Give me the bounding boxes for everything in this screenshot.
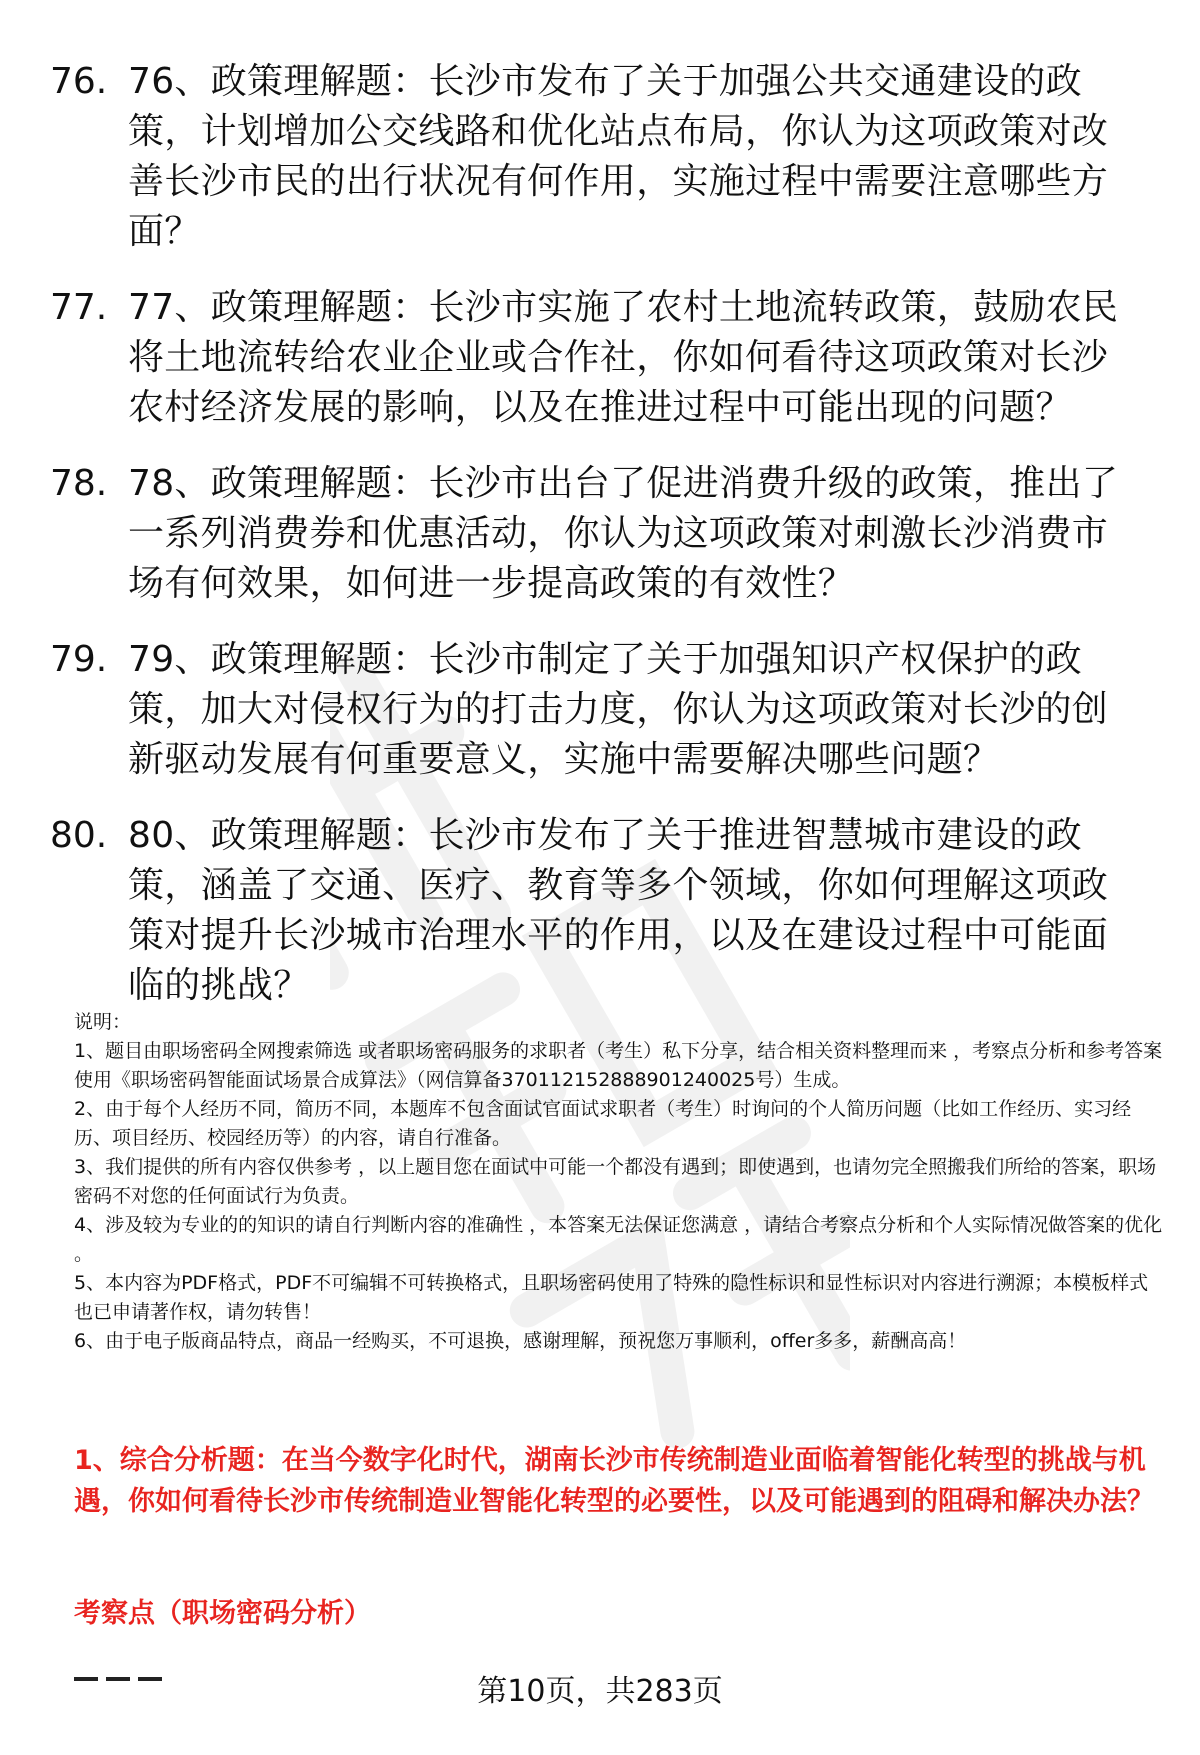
question-item xyxy=(50,811,1160,1011)
question-text: 76、政策理解题：长沙市发布了关于加强公共交通建设的政策，计划增加公交线路和优化站点布局，你认为这项政策对改善长沙市民的出行状况有何作用，实施过程中需要注意哪些方面？ xyxy=(128,61,1109,252)
note-item: 1、题目由职场密码全网搜索筛选 或者职场密码服务的求职者（考生）私下分享，结合相关资料整理而来 ，考察点分析和参考答案使用《职场密码智能面试场景合成算法》（网信算备370112152888901240025号）生成。 xyxy=(74,1040,1163,1091)
note-item: 4、涉及较为专业的的知识的请自行判断内容的准确性 ，本答案无法保证您满意 ，请结合考察点分析和个人实际情况做答案的优化 。 xyxy=(74,1214,1163,1265)
question-number: 78. xyxy=(50,463,108,504)
question-text: 78、政策理解题：长沙市出台了促进消费升级的政策，推出了一系列消费券和优惠活动，你认为这项政策对刺激长沙消费市场有何效果，如何进一步提高政策的有效性？ xyxy=(128,463,1119,604)
notes-title: 说明： xyxy=(74,1011,132,1033)
note-item: 6、由于电子版商品特点，商品一经购买，不可退换，感谢理解，预祝您万事顺利，offer多多，薪酬高高！ xyxy=(74,1330,967,1352)
question-item xyxy=(50,635,1160,785)
question-text: 80、政策理解题：长沙市发布了关于推进智慧城市建设的政策，涵盖了交通、医疗、教育等多个领域，你如何理解这项政策对提升长沙城市治理水平的作用，以及在建设过程中可能面临的挑战？ xyxy=(128,815,1109,1006)
question-item xyxy=(50,459,1160,609)
kaocha-heading: 考察点（职场密码分析） xyxy=(74,1598,371,1629)
note-item: 5、本内容为PDF格式，PDF不可编辑不可转换格式，且职场密码使用了特殊的隐性标识和显性标识对内容进行溯源；本模板样式也已申请著作权，请勿转售！ xyxy=(74,1272,1149,1323)
analysis-question-heading: 1、综合分析题：在当今数字化时代，湖南长沙市传统制造业面临着智能化转型的挑战与机遇，你如何看待长沙市传统制造业智能化转型的必要性，以及可能遇到的阻碍和解决办法？ xyxy=(74,1445,1154,1517)
question-text: 77、政策理解题：长沙市实施了农村土地流转政策，鼓励农民将土地流转给农业企业或合作社，你如何看待这项政策对长沙农村经济发展的影响，以及在推进过程中可能出现的问题？ xyxy=(128,287,1119,428)
question-list xyxy=(50,57,1160,1037)
question-number: 79. xyxy=(50,639,108,680)
page-footer: 第10页，共283页 xyxy=(477,1674,723,1709)
question-item xyxy=(50,57,1160,257)
question-number: 77. xyxy=(50,287,108,328)
question-text: 79、政策理解题：长沙市制定了关于加强知识产权保护的政策，加大对侵权行为的打击力度，你认为这项政策对长沙的创新驱动发展有何重要意义，实施中需要解决哪些问题？ xyxy=(128,639,1109,780)
note-item: 2、由于每个人经历不同，简历不同，本题库不包含面试官面试求职者（考生）时询问的个人简历问题（比如工作经历、实习经历、项目经历、校园经历等）的内容，请自行准备。 xyxy=(74,1098,1132,1149)
note-item: 3、我们提供的所有内容仅供参考 ，以上题目您在面试中可能一个都没有遇到；即使遇到，也请勿完全照搬我们所给的答案，职场密码不对您的任何面试行为负责。 xyxy=(74,1156,1157,1207)
question-item xyxy=(50,283,1160,433)
notes-section xyxy=(74,1008,1164,1356)
question-number: 76. xyxy=(50,61,108,102)
question-number: 80. xyxy=(50,815,108,856)
